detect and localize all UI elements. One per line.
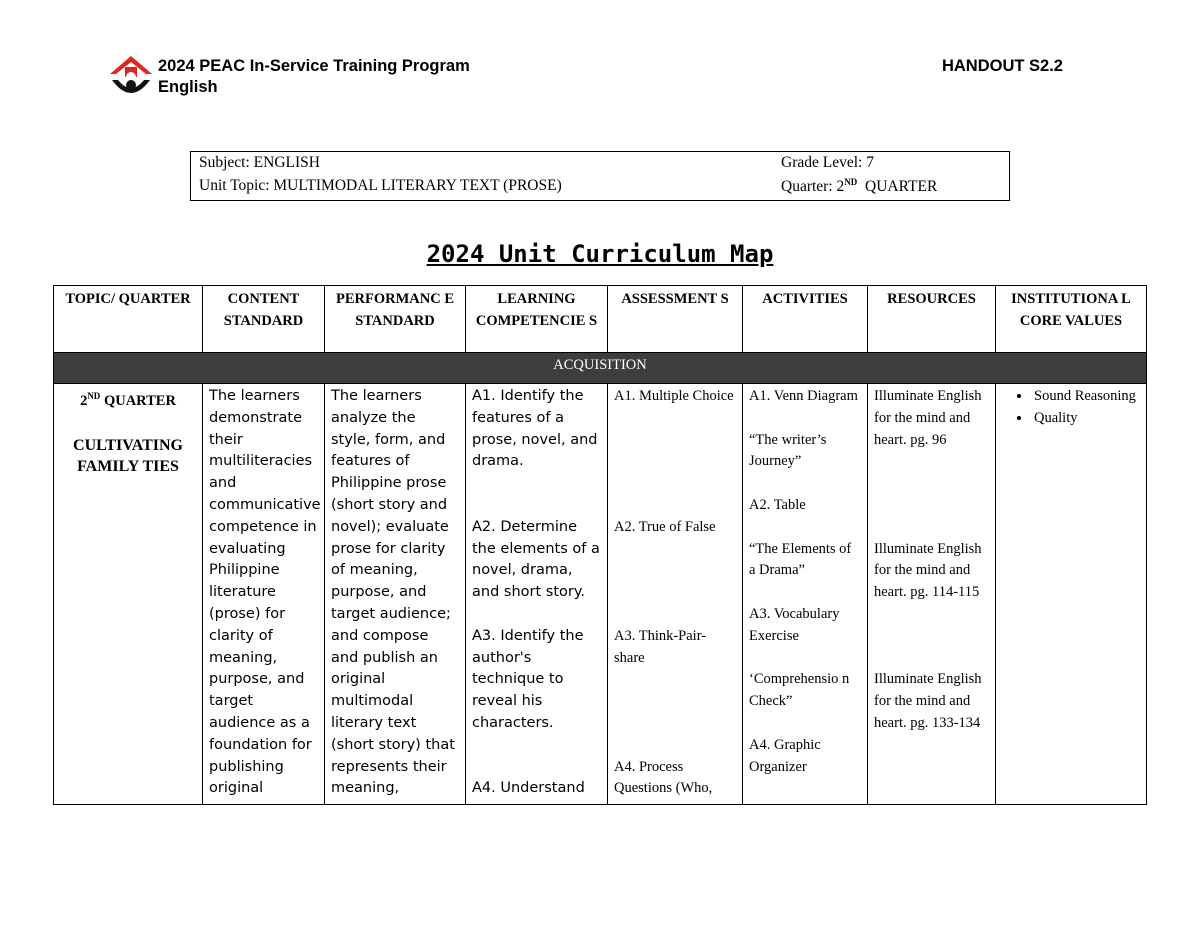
- unit-topic-label: Unit Topic: MULTIMODAL LITERARY TEXT (PROSE): [199, 177, 562, 194]
- table-row: [54, 384, 1147, 805]
- col-resources: RESOURCES: [868, 286, 996, 353]
- program-title-line1: 2024 PEAC In-Service Training Program: [158, 57, 470, 75]
- content-standard-cell: The learners demonstrate their multiliteracies and communicative competence in evaluating Philippine literature (prose) for clarity of meaning, purpose, and target audience as a foundation for publishing original: [203, 384, 325, 805]
- activity-a1-title: “The writer’s Journey”: [749, 431, 827, 470]
- activity-a3-title: ‘Comprehensio n Check”: [749, 671, 850, 710]
- grade-level-label: Grade Level: 7: [781, 154, 874, 171]
- performance-standard-cell: The learners analyze the style, form, and features of Philippine prose (short story and novel); evaluate prose for clarity of meaning, purpose, and target audience; and compose and publish an original multimodal literary text (short story) that represents their meaning,: [325, 384, 466, 805]
- col-topic-quarter: TOPIC/ QUARTER: [54, 286, 203, 353]
- assessments-cell: [608, 384, 743, 805]
- program-title-line2: English: [158, 78, 218, 96]
- unit-info-box: [190, 151, 1010, 201]
- competency-a2: A2. Determine the elements of a novel, drama, and short story.: [472, 518, 600, 601]
- competency-a1: A1. Identify the features of a prose, novel, and drama.: [472, 388, 598, 470]
- handout-label: HANDOUT S2.2: [941, 57, 1063, 75]
- subject-label: Subject: ENGLISH: [199, 154, 320, 171]
- activities-cell: [743, 384, 868, 805]
- quarter-label: Quarter: 2ND QUARTER: [781, 177, 938, 195]
- activity-a2-title: “The Elements of a Drama”: [749, 540, 852, 579]
- core-values-list: [1002, 386, 1140, 430]
- table-header-row: [54, 286, 1147, 353]
- core-value-item: • Quality: [1032, 408, 1140, 430]
- assessment-a3: A3. Think-Pair-share: [614, 627, 707, 666]
- section-acquisition: ACQUISITION: [54, 353, 1147, 384]
- curriculum-map-table: [53, 285, 1147, 805]
- col-content-standard: CONTENT STANDARD: [203, 286, 325, 353]
- competency-a3: A3. Identify the author's technique to reveal his characters.: [472, 627, 584, 731]
- activity-a4: A4. Graphic Organizer: [749, 736, 821, 775]
- topic-cell: [54, 384, 203, 805]
- core-values-cell: [996, 384, 1147, 805]
- col-activities: ACTIVITIES: [743, 286, 868, 353]
- competencies-cell: [466, 384, 608, 805]
- activity-a3: A3. Vocabulary Exercise: [749, 605, 840, 644]
- core-value-item: • Sound Reasoning: [1032, 386, 1140, 408]
- assessment-a1: A1. Multiple Choice: [614, 388, 734, 404]
- topic-title: CULTIVATING FAMILY TIES: [73, 436, 183, 476]
- resource-1: Illuminate English for the mind and heart. pg. 96: [874, 388, 982, 448]
- col-learning-competencies: LEARNING COMPETENCIE S: [466, 286, 608, 353]
- resources-cell: [868, 384, 996, 805]
- col-assessments: ASSESSMENT S: [608, 286, 743, 353]
- peac-logo: [108, 54, 154, 100]
- page-header: [108, 54, 1063, 102]
- assessment-a4: A4. Process Questions (Who,: [614, 758, 713, 797]
- col-core-values: INSTITUTIONA L CORE VALUES: [996, 286, 1147, 353]
- col-performance-standard: PERFORMANC E STANDARD: [325, 286, 466, 353]
- section-row: [54, 353, 1147, 384]
- resource-3: Illuminate English for the mind and heart. pg. 133-134: [874, 671, 982, 731]
- program-title: [158, 56, 470, 98]
- activity-a2: A2. Table: [749, 496, 806, 513]
- resource-2: Illuminate English for the mind and heart. pg. 114-115: [874, 540, 982, 601]
- assessment-a2: A2. True of False: [614, 518, 716, 535]
- map-title: 2024 Unit Curriculum Map: [426, 240, 774, 268]
- activity-a1: A1. Venn Diagram: [749, 388, 858, 404]
- competency-a4: A4. Understand: [472, 780, 585, 797]
- topic-quarter: 2ND QUARTER: [80, 391, 176, 409]
